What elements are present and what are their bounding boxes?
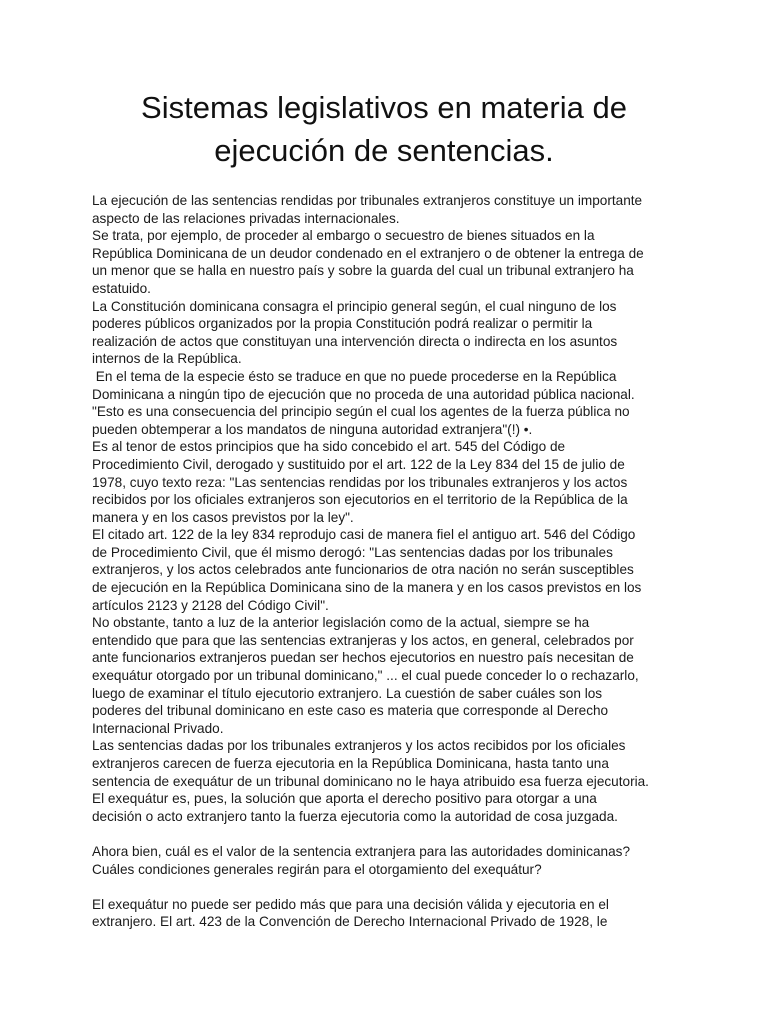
body-text-line: manera y en los casos previstos por la ley". xyxy=(92,509,354,525)
body-text-line: El exequátur no puede ser pedido más que para una decisión válida y ejecutoria en el xyxy=(92,896,609,912)
body-text-line: Cuáles condiciones generales regirán para el otorgamiento del exequátur? xyxy=(92,861,542,877)
body-text-line: de Procedimiento Civil, que él mismo derogó: "Las sentencias dadas por los tribunales xyxy=(92,544,613,560)
body-text-line: poderes públicos organizados por la propia Constitución podrá realizar o permitir la xyxy=(92,316,593,332)
body-text-line: estatuido. xyxy=(92,280,151,296)
body-text-line: entendido que para que las sentencias extranjeras y los actos, en general, celebrados por xyxy=(92,632,634,648)
body-text-line xyxy=(92,878,692,896)
body-text-line: ante funcionarios extranjeros puedan ser hechos ejecutorios en nuestro país necesitan de xyxy=(92,650,634,666)
body-text-line: internos de la República. xyxy=(92,351,242,367)
body-text-line: de ejecución en la República Dominicana sino de la manera y en los casos previstos en los xyxy=(92,580,642,596)
body-text-line: El citado art. 122 de la ley 834 reprodujo casi de manera fiel el antiguo art. 546 del Código xyxy=(92,527,636,543)
title-line: Sistemas legislativos en materia de xyxy=(141,90,627,125)
body-text-line: La ejecución de las sentencias rendidas por tribunales extranjeros constituye un importante xyxy=(92,193,643,208)
body-text-line: Internacional Privado. xyxy=(92,720,224,736)
body-text-line xyxy=(92,825,692,843)
body-text-line: Dominicana a ningún tipo de ejecución que no proceda de una autoridad pública nacional. xyxy=(92,386,635,402)
body-text-line: Ahora bien, cuál es el valor de la sentencia extranjera para las autoridades dominicanas? xyxy=(92,843,631,859)
body-text-line: Es al tenor de estos principios que ha sido concebido el art. 545 del Código de xyxy=(92,439,566,455)
title-line: ejecución de sentencias. xyxy=(214,133,554,168)
document-title xyxy=(40,86,728,172)
body-text-line: 1978, cuyo texto reza: "Las sentencias rendidas por los tribunales extranjeros y los actos xyxy=(92,474,628,490)
body-text-line: exequátur otorgado por un tribunal dominicano," ... el cual puede conceder lo o rechazarlo, xyxy=(92,668,639,684)
body-text-line: artículos 2123 y 2128 del Código Civil". xyxy=(92,597,329,613)
body-text-line: luego de examinar el título ejecutorio extranjero. La cuestión de saber cuáles son los xyxy=(92,685,603,701)
body-text-line: República Dominicana de un deudor condenado en el extranjero o de obtener la entrega de xyxy=(92,245,644,261)
body-text-line: decisión o acto extranjero tanto la fuerza ejecutoria como la autoridad de cosa juzgada. xyxy=(92,808,618,824)
body-text-line: Las sentencias dadas por los tribunales extranjeros y los actos recibidos por los oficiales xyxy=(92,738,626,754)
body-text-line: Procedimiento Civil, derogado y sustituido por el art. 122 de la Ley 834 del 15 de julio de xyxy=(92,456,625,472)
body-text-line: extranjeros carecen de fuerza ejecutoria en la República Dominicana, hasta tanto una xyxy=(92,756,609,771)
document-body xyxy=(92,192,692,931)
body-text-line: pueden obtemperar a los mandatos de ninguna autoridad extranjera"(!) •. xyxy=(92,421,533,437)
body-text-line: poderes del tribunal dominicano en este caso es materia que corresponde al Derecho xyxy=(92,703,609,719)
body-text-line: El exequátur es, pues, la solución que aporta el derecho positivo para otorgar a una xyxy=(92,791,597,807)
body-text-line: extranjeros, y los actos celebrados ante funcionarios de otra nación no serán susceptibles xyxy=(92,562,634,578)
body-text-line: extranjero. El art. 423 de la Convención de Derecho Internacional Privado de 1928, le xyxy=(92,914,608,930)
body-text-line: realización de actos que constituyan una intervención directa o indirecta en los asuntos xyxy=(92,333,618,349)
body-text-line: En el tema de la especie ésto se traduce en que no puede procederse en la República xyxy=(92,368,617,384)
body-text-line: un menor que se halla en nuestro país y sobre la guarda del cual un tribunal extranjero ha xyxy=(92,263,634,279)
body-text-line: La Constitución dominicana consagra el principio general según, el cual ninguno de los xyxy=(92,298,617,314)
body-text-line: recibidos por los oficiales extranjeros son ejecutorios en el territorio de la República de la xyxy=(92,492,628,508)
body-text-line: sentencia de exequátur de un tribunal dominicano no le haya atribuido esa fuerza ejecutoria. xyxy=(92,773,649,789)
body-text-line: No obstante, tanto a luz de la anterior legislación como de la actual, siempre se ha xyxy=(92,615,590,631)
body-text-line: Se trata, por ejemplo, de proceder al embargo o secuestro de bienes situados en la xyxy=(92,228,595,244)
body-text-line: "Esto es una consecuencia del principio según el cual los agentes de la fuerza pública no xyxy=(92,404,630,420)
body-text-line: aspecto de las relaciones privadas internacionales. xyxy=(92,210,400,226)
